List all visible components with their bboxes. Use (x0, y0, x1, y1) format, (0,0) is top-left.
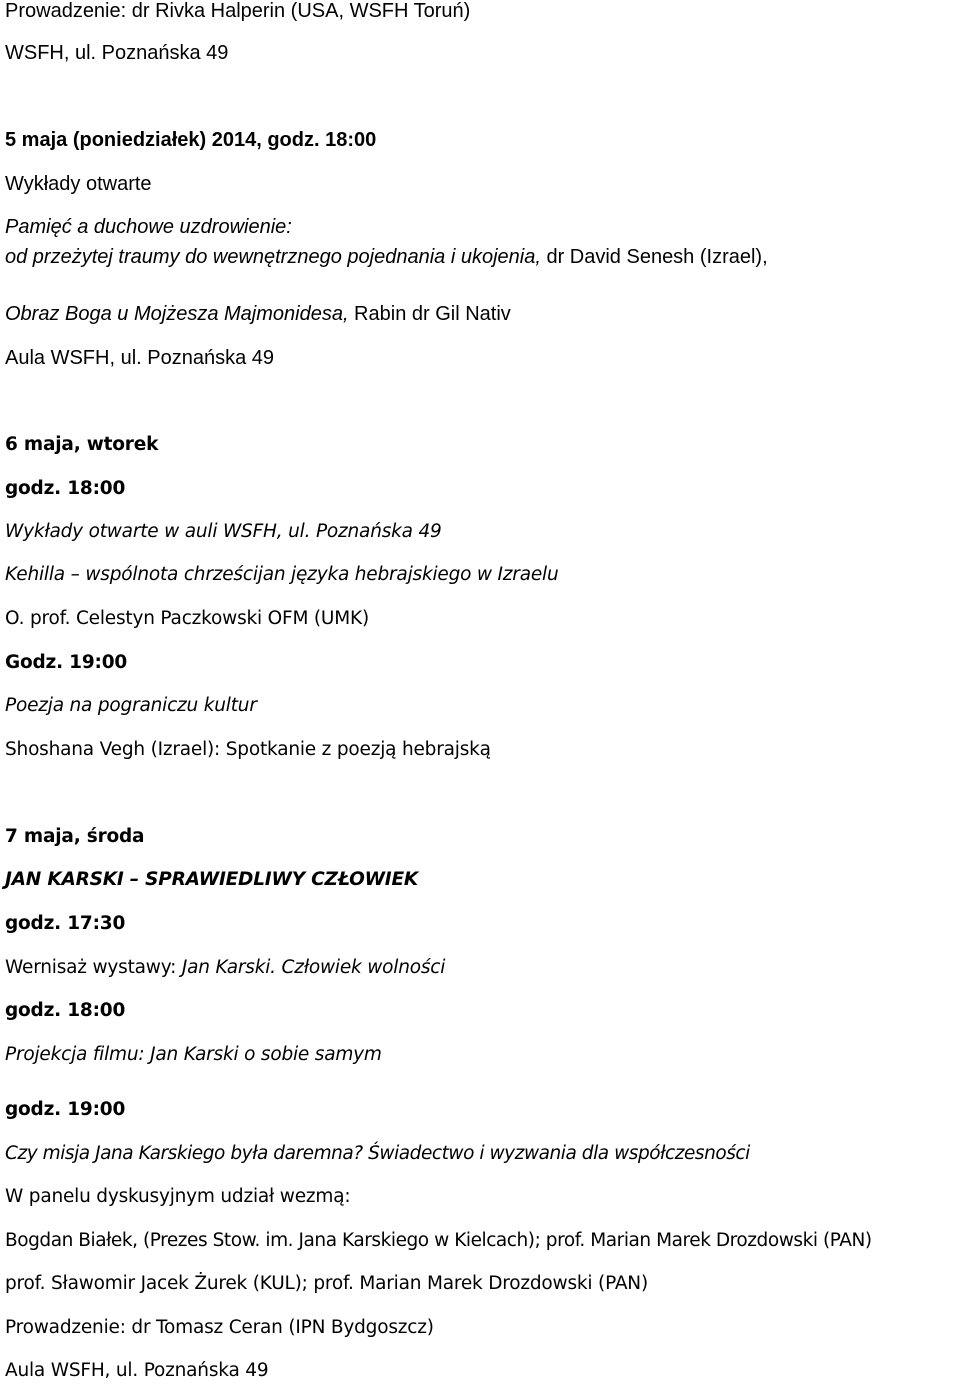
lecture-title: Kehilla – wspólnota chrześcijan języka hebrajskiego w Izraelu (5, 564, 559, 585)
panelists-line-1: Bogdan Białek, (Prezes Stow. im. Jana Karskiego w Kielcach); prof. Marian Marek Drozdowski (PAN) (5, 1230, 872, 1251)
lecturer-name: Rabin dr Gil Nativ (348, 303, 511, 325)
panel-title: Czy misja Jana Karskiego była daremna? Świadectwo i wyzwania dla współczesności (5, 1143, 750, 1164)
exhibition-line (5, 957, 445, 978)
event-type: Wykłady otwarte (5, 173, 152, 195)
venue-line: Aula WSFH, ul. Poznańska 49 (5, 1360, 269, 1381)
moderator-line: Prowadzenie: dr Tomasz Ceran (IPN Bydgoszcz) (5, 1317, 434, 1338)
date-heading-may-6: 6 maja, wtorek (5, 434, 159, 455)
moderator-line: Prowadzenie: dr Rivka Halperin (USA, WSFH Toruń) (5, 0, 471, 22)
time-label: Godz. 19:00 (5, 652, 128, 673)
time-label: godz. 17:30 (5, 913, 126, 934)
panelists-line-2: prof. Sławomir Jacek Żurek (KUL); prof. Marian Marek Drozdowski (PAN) (5, 1273, 648, 1294)
event-description: Shoshana Vegh (Izrael): Spotkanie z poezją hebrajską (5, 739, 491, 760)
date-heading-may-7: 7 maja, środa (5, 826, 145, 847)
venue-line: Aula WSFH, ul. Poznańska 49 (5, 347, 275, 369)
panel-intro: W panelu dyskusyjnym udział wezmą: (5, 1186, 351, 1207)
lecture-title-1: Pamięć a duchowe uzdrowienie: (5, 216, 292, 238)
lecture-title-1-subtitle: od przeżytej traumy do wewnętrznego pojednania i ukojenia, (5, 246, 541, 268)
film-screening: Projekcja filmu: Jan Karski o sobie samym (5, 1044, 382, 1065)
event-title: Poezja na pograniczu kultur (5, 695, 257, 716)
lecture-title-2: Obraz Boga u Mojżesza Majmonidesa, (5, 303, 349, 325)
lecturer-name: dr David Senesh (Izrael), (540, 246, 768, 268)
lecture-title-1-continued (5, 246, 768, 269)
lecturer-name: O. prof. Celestyn Paczkowski OFM (UMK) (5, 608, 369, 629)
section-title: JAN KARSKI – SPRAWIEDLIWY CZŁOWIEK (5, 869, 419, 890)
exhibition-title: Jan Karski. Człowiek wolności (181, 957, 446, 978)
date-heading-may-5: 5 maja (poniedziałek) 2014, godz. 18:00 (5, 129, 377, 151)
time-label: godz. 18:00 (5, 1000, 126, 1021)
lecture-title-2-line (5, 303, 511, 326)
time-label: godz. 18:00 (5, 478, 126, 499)
venue-line: WSFH, ul. Poznańska 49 (5, 42, 229, 64)
event-description: Wykłady otwarte w auli WSFH, ul. Poznańska 49 (5, 521, 442, 542)
time-label: godz. 19:00 (5, 1099, 126, 1120)
exhibition-label: Wernisaż wystawy: (5, 957, 182, 978)
